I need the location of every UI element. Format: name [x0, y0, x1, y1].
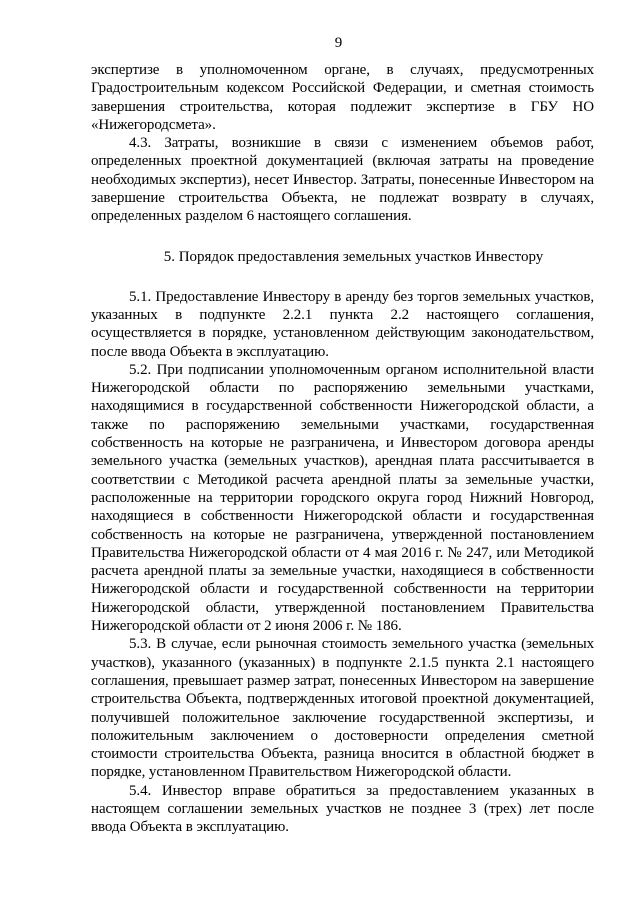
paragraph-4-3: 4.3. Затраты, возникшие в связи с изменением объемов работ, определенных проектной документацией (включая затраты на проведение необходимых экспертиз), несет Инвестор. Затраты, понесенные Инвестором на завершение строительства Объекта, не подлежат возврату в случаях, определенных разделом 6 настоящего соглашения.	[91, 135, 594, 225]
paragraph-5-1: 5.1. Предоставление Инвестору в аренду без торгов земельных участков, указанных в подпункте 2.2.1 пункта 2.2 настоящего соглашения, осуществляется в порядке, установленном действующим законодательством, после ввода Объекта в эксплуатацию.	[91, 288, 594, 360]
paragraph-5-3: 5.3. В случае, если рыночная стоимость земельного участка (земельных участков), указанного (указанных) в подпункте 2.1.5 пункта 2.1 настоящего соглашения, превышает размер затрат, понесенных Инвестором на завершение строительства Объекта, подтвержденных итоговой проектной документацией, получившей положительное заключение государственной экспертизы, и положительным заключением о достоверности определения сметной стоимости строительства Объекта, разница вносится в областной бюджет в порядке, установленном Правительством Нижегородской области.	[91, 636, 594, 781]
paragraph-5-2: 5.2. При подписании уполномоченным органом исполнительной власти Нижегородской области по распоряжению земельными участками, находящимися в государственной собственности Нижегородской области, а также по распоряжению земельными участками, государственная собственность на которые не разграничена, и Инвестором договора аренды земельного участка (земельных участков), арендная плата рассчитывается в соответствии с Методикой расчета арендной платы за земельные участки, расположенные на территории городского округа город Нижний Новгород, находящиеся в собственности Нижегородской области и государственная собственность на которые не разграничена, утвержденной постановлением Правительства Нижегородской области от 4 мая 2016 г. № 247, или Методикой расчета арендной платы за земельные участки, находящиеся в собственности Нижегородской области и государственной собственности на территории Нижегородской области, утвержденной постановлением Правительства Нижегородской области от 2 июня 2006 г. № 186.	[91, 361, 594, 635]
paragraph-5-4: 5.4. Инвестор вправе обратиться за предоставлением указанных в настоящем соглашении земельных участков не позднее 3 (трех) лет после ввода Объекта в эксплуатацию.	[91, 782, 594, 836]
spacer	[91, 266, 594, 288]
section-heading-5: 5. Порядок предоставления земельных участков Инвестору	[163, 248, 544, 265]
page-number: 9	[334, 35, 343, 51]
document-page	[91, 34, 594, 837]
spacer	[91, 226, 594, 248]
paragraph-continuation: экспертизе в уполномоченном органе, в случаях, предусмотренных Градостроительным кодексом Российской Федерации, и сметная стоимость завершения строительства, которая подлежит экспертизе в ГБУ НО «Нижегородсмета».	[91, 62, 594, 133]
